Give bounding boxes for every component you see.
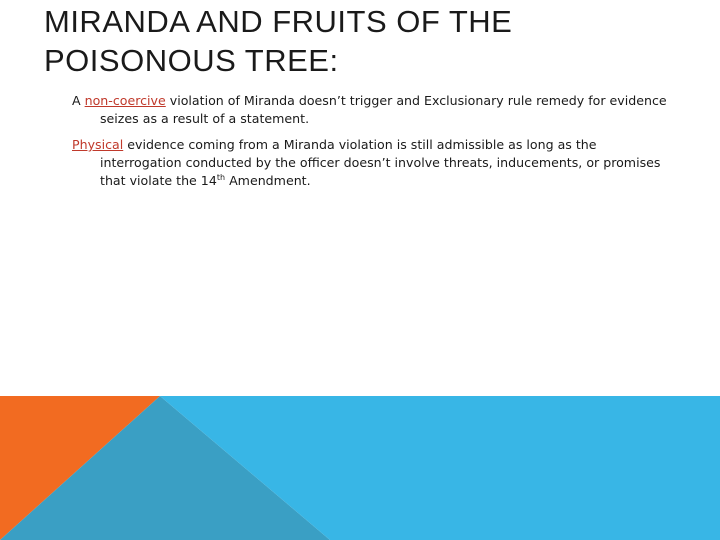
title-line-2: POISONOUS TREE: [44, 43, 339, 78]
highlight-physical: Physical [72, 137, 124, 152]
paragraph-physical-evidence [72, 136, 672, 190]
p1-text: violation of Miranda doesn’t trigger and Exclusionary rule remedy for evidence seizes as a result of a statement. [100, 93, 667, 126]
title-line-1: MIRANDA AND FRUITS OF THE [44, 4, 513, 39]
highlight-non-coercive: non-coercive [84, 93, 166, 108]
p1-prefix: A [72, 93, 85, 108]
paragraph-non-coercive [72, 92, 672, 128]
p2-end: Amendment. [225, 173, 311, 188]
p2-superscript: th [216, 172, 226, 182]
slide-title [44, 2, 644, 80]
decorative-shapes [0, 396, 720, 540]
p2-text: evidence coming from a Miranda violation is still admissible as long as the interrogation conducted by the officer doesn’t involve threats, inducements, or promises that violate the 14 [100, 137, 661, 188]
slide-body [72, 92, 672, 198]
